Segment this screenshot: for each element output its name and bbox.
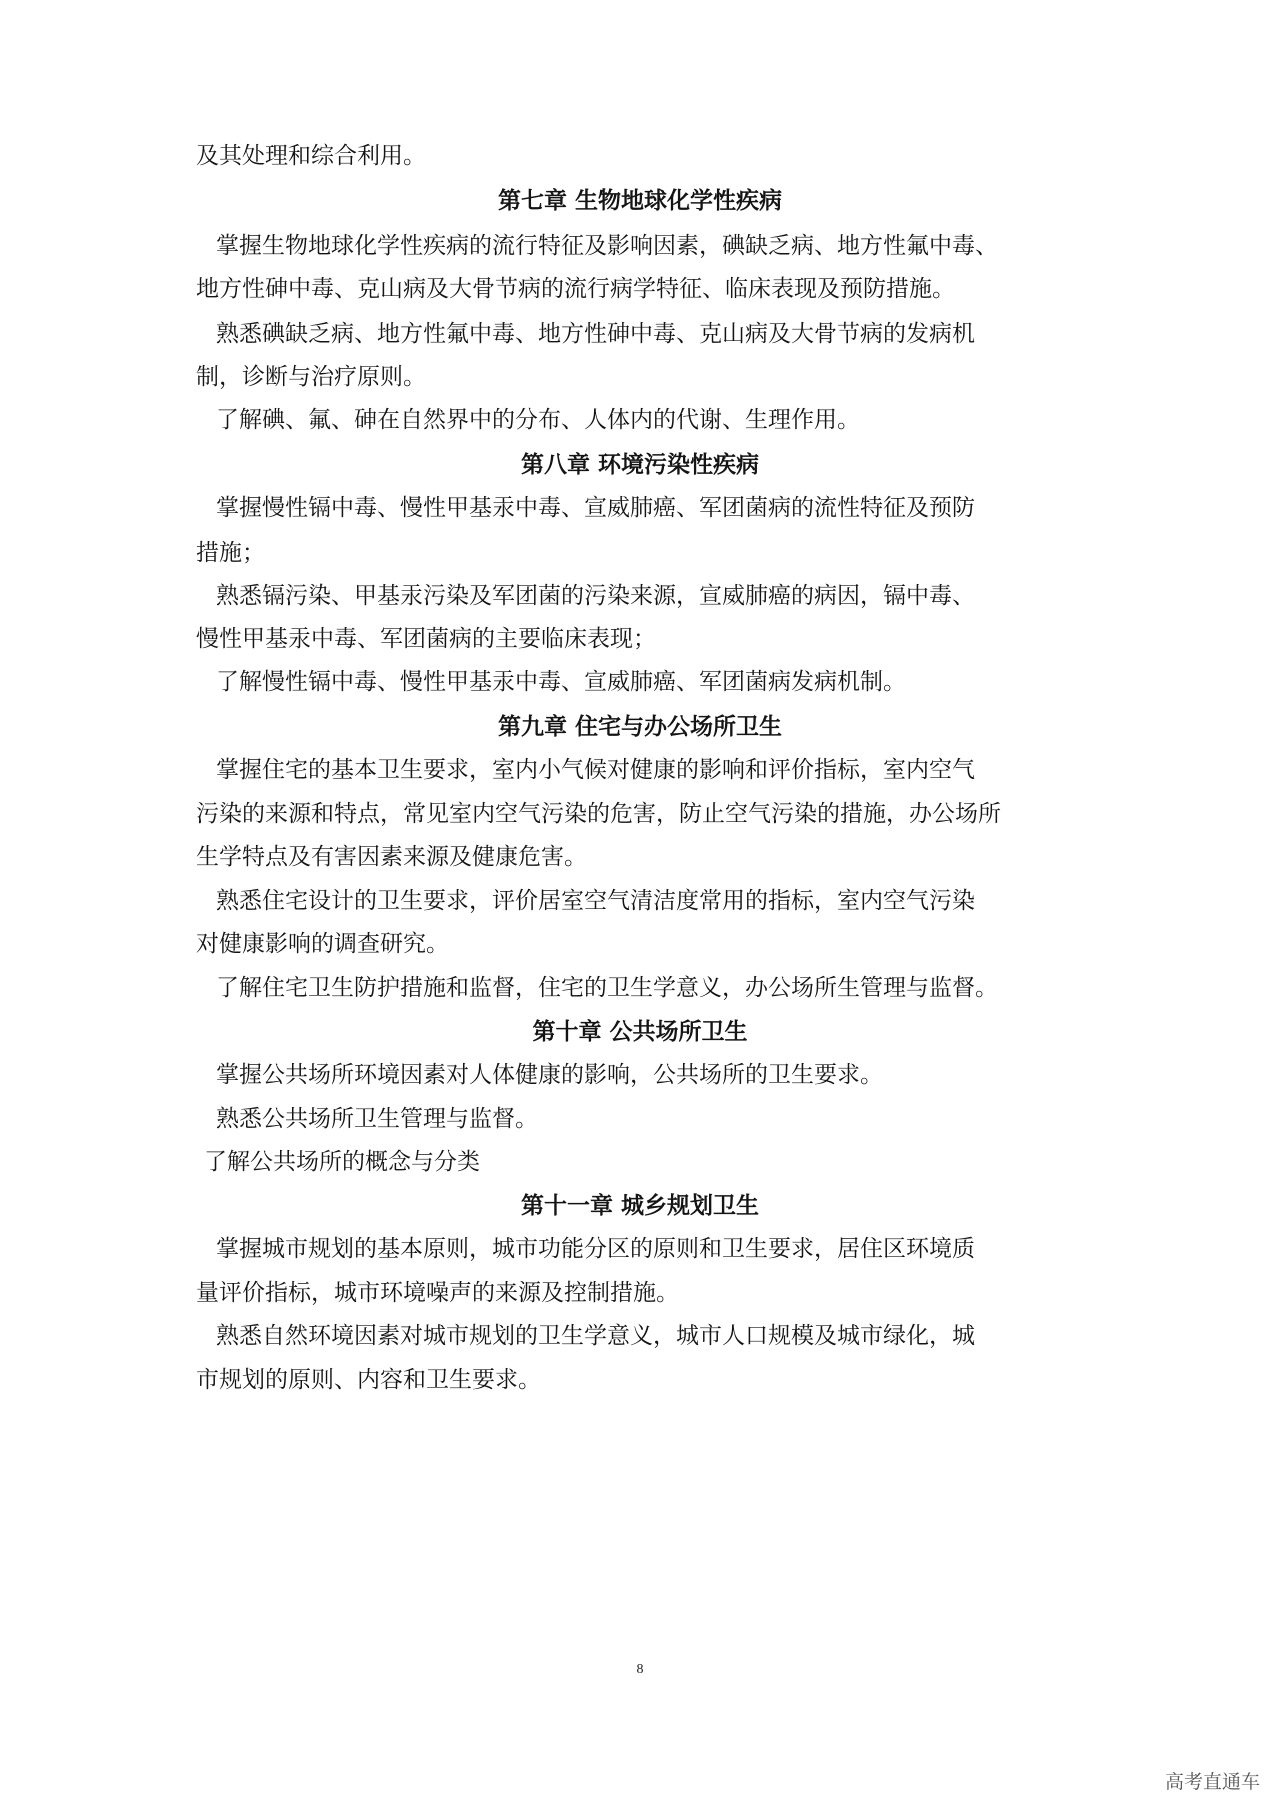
paragraph-line: 掌握慢性镉中毒、慢性甲基汞中毒、宣威肺癌、军团菌病的流性特征及预防 xyxy=(216,495,975,521)
paragraph-line: 市规划的原则、内容和卫生要求。 xyxy=(196,1367,541,1393)
paragraph-line: 对健康影响的调查研究。 xyxy=(196,931,449,957)
paragraph-line: 污染的来源和特点，常见室内空气污染的危害，防止空气污染的措施，办公场所 xyxy=(196,801,1001,827)
paragraph-line: 熟悉自然环境因素对城市规划的卫生学意义，城市人口规模及城市绿化，城 xyxy=(216,1323,975,1349)
chapter-10-heading: 第十章 公共场所卫生 xyxy=(532,1019,748,1045)
paragraph-line: 掌握公共场所环境因素对人体健康的影响，公共场所的卫生要求。 xyxy=(216,1062,883,1088)
paragraph-line: 量评价指标，城市环境噪声的来源及控制措施。 xyxy=(196,1280,679,1306)
page-number: 8 xyxy=(636,1662,644,1677)
chapter-9-heading: 第九章 住宅与办公场所卫生 xyxy=(497,714,782,740)
paragraph-line: 掌握生物地球化学性疾病的流行特征及影响因素，碘缺乏病、地方性氟中毒、 xyxy=(216,233,998,259)
paragraph-line: 慢性甲基汞中毒、军团菌病的主要临床表现； xyxy=(196,626,656,652)
paragraph-line: 及其处理和综合利用。 xyxy=(196,143,426,169)
paragraph-line: 地方性砷中毒、克山病及大骨节病的流行病学特征、临床表现及预防措施。 xyxy=(196,276,955,302)
chapter-8-heading: 第八章 环境污染性疾病 xyxy=(520,452,759,478)
paragraph-line: 熟悉住宅设计的卫生要求，评价居室空气清洁度常用的指标，室内空气污染 xyxy=(216,888,975,914)
chapter-11-heading: 第十一章 城乡规划卫生 xyxy=(520,1193,759,1219)
paragraph-line: 了解住宅卫生防护措施和监督，住宅的卫生学意义，办公场所生管理与监督。 xyxy=(216,975,998,1001)
paragraph-line: 措施； xyxy=(196,540,265,566)
paragraph-line: 掌握城市规划的基本原则，城市功能分区的原则和卫生要求，居住区环境质 xyxy=(216,1236,975,1262)
paragraph-line: 了解公共场所的概念与分类 xyxy=(204,1149,480,1175)
paragraph-line: 熟悉镉污染、甲基汞污染及军团菌的污染来源，宣威肺癌的病因，镉中毒、 xyxy=(216,583,975,609)
paragraph-line: 掌握住宅的基本卫生要求，室内小气候对健康的影响和评价指标，室内空气 xyxy=(216,757,975,783)
paragraph-line: 熟悉碘缺乏病、地方性氟中毒、地方性砷中毒、克山病及大骨节病的发病机 xyxy=(216,321,975,347)
paragraph-line: 了解碘、氟、砷在自然界中的分布、人体内的代谢、生理作用。 xyxy=(216,407,860,433)
paragraph-line: 生学特点及有害因素来源及健康危害。 xyxy=(196,844,587,870)
paragraph-line: 制，诊断与治疗原则。 xyxy=(196,364,426,390)
chapter-7-heading: 第七章 生物地球化学性疾病 xyxy=(497,188,782,214)
paragraph-line: 熟悉公共场所卫生管理与监督。 xyxy=(216,1106,538,1132)
paragraph-line: 了解慢性镉中毒、慢性甲基汞中毒、宣威肺癌、军团菌病发病机制。 xyxy=(216,669,906,695)
watermark-text: 高考直通车 xyxy=(1164,1771,1260,1793)
